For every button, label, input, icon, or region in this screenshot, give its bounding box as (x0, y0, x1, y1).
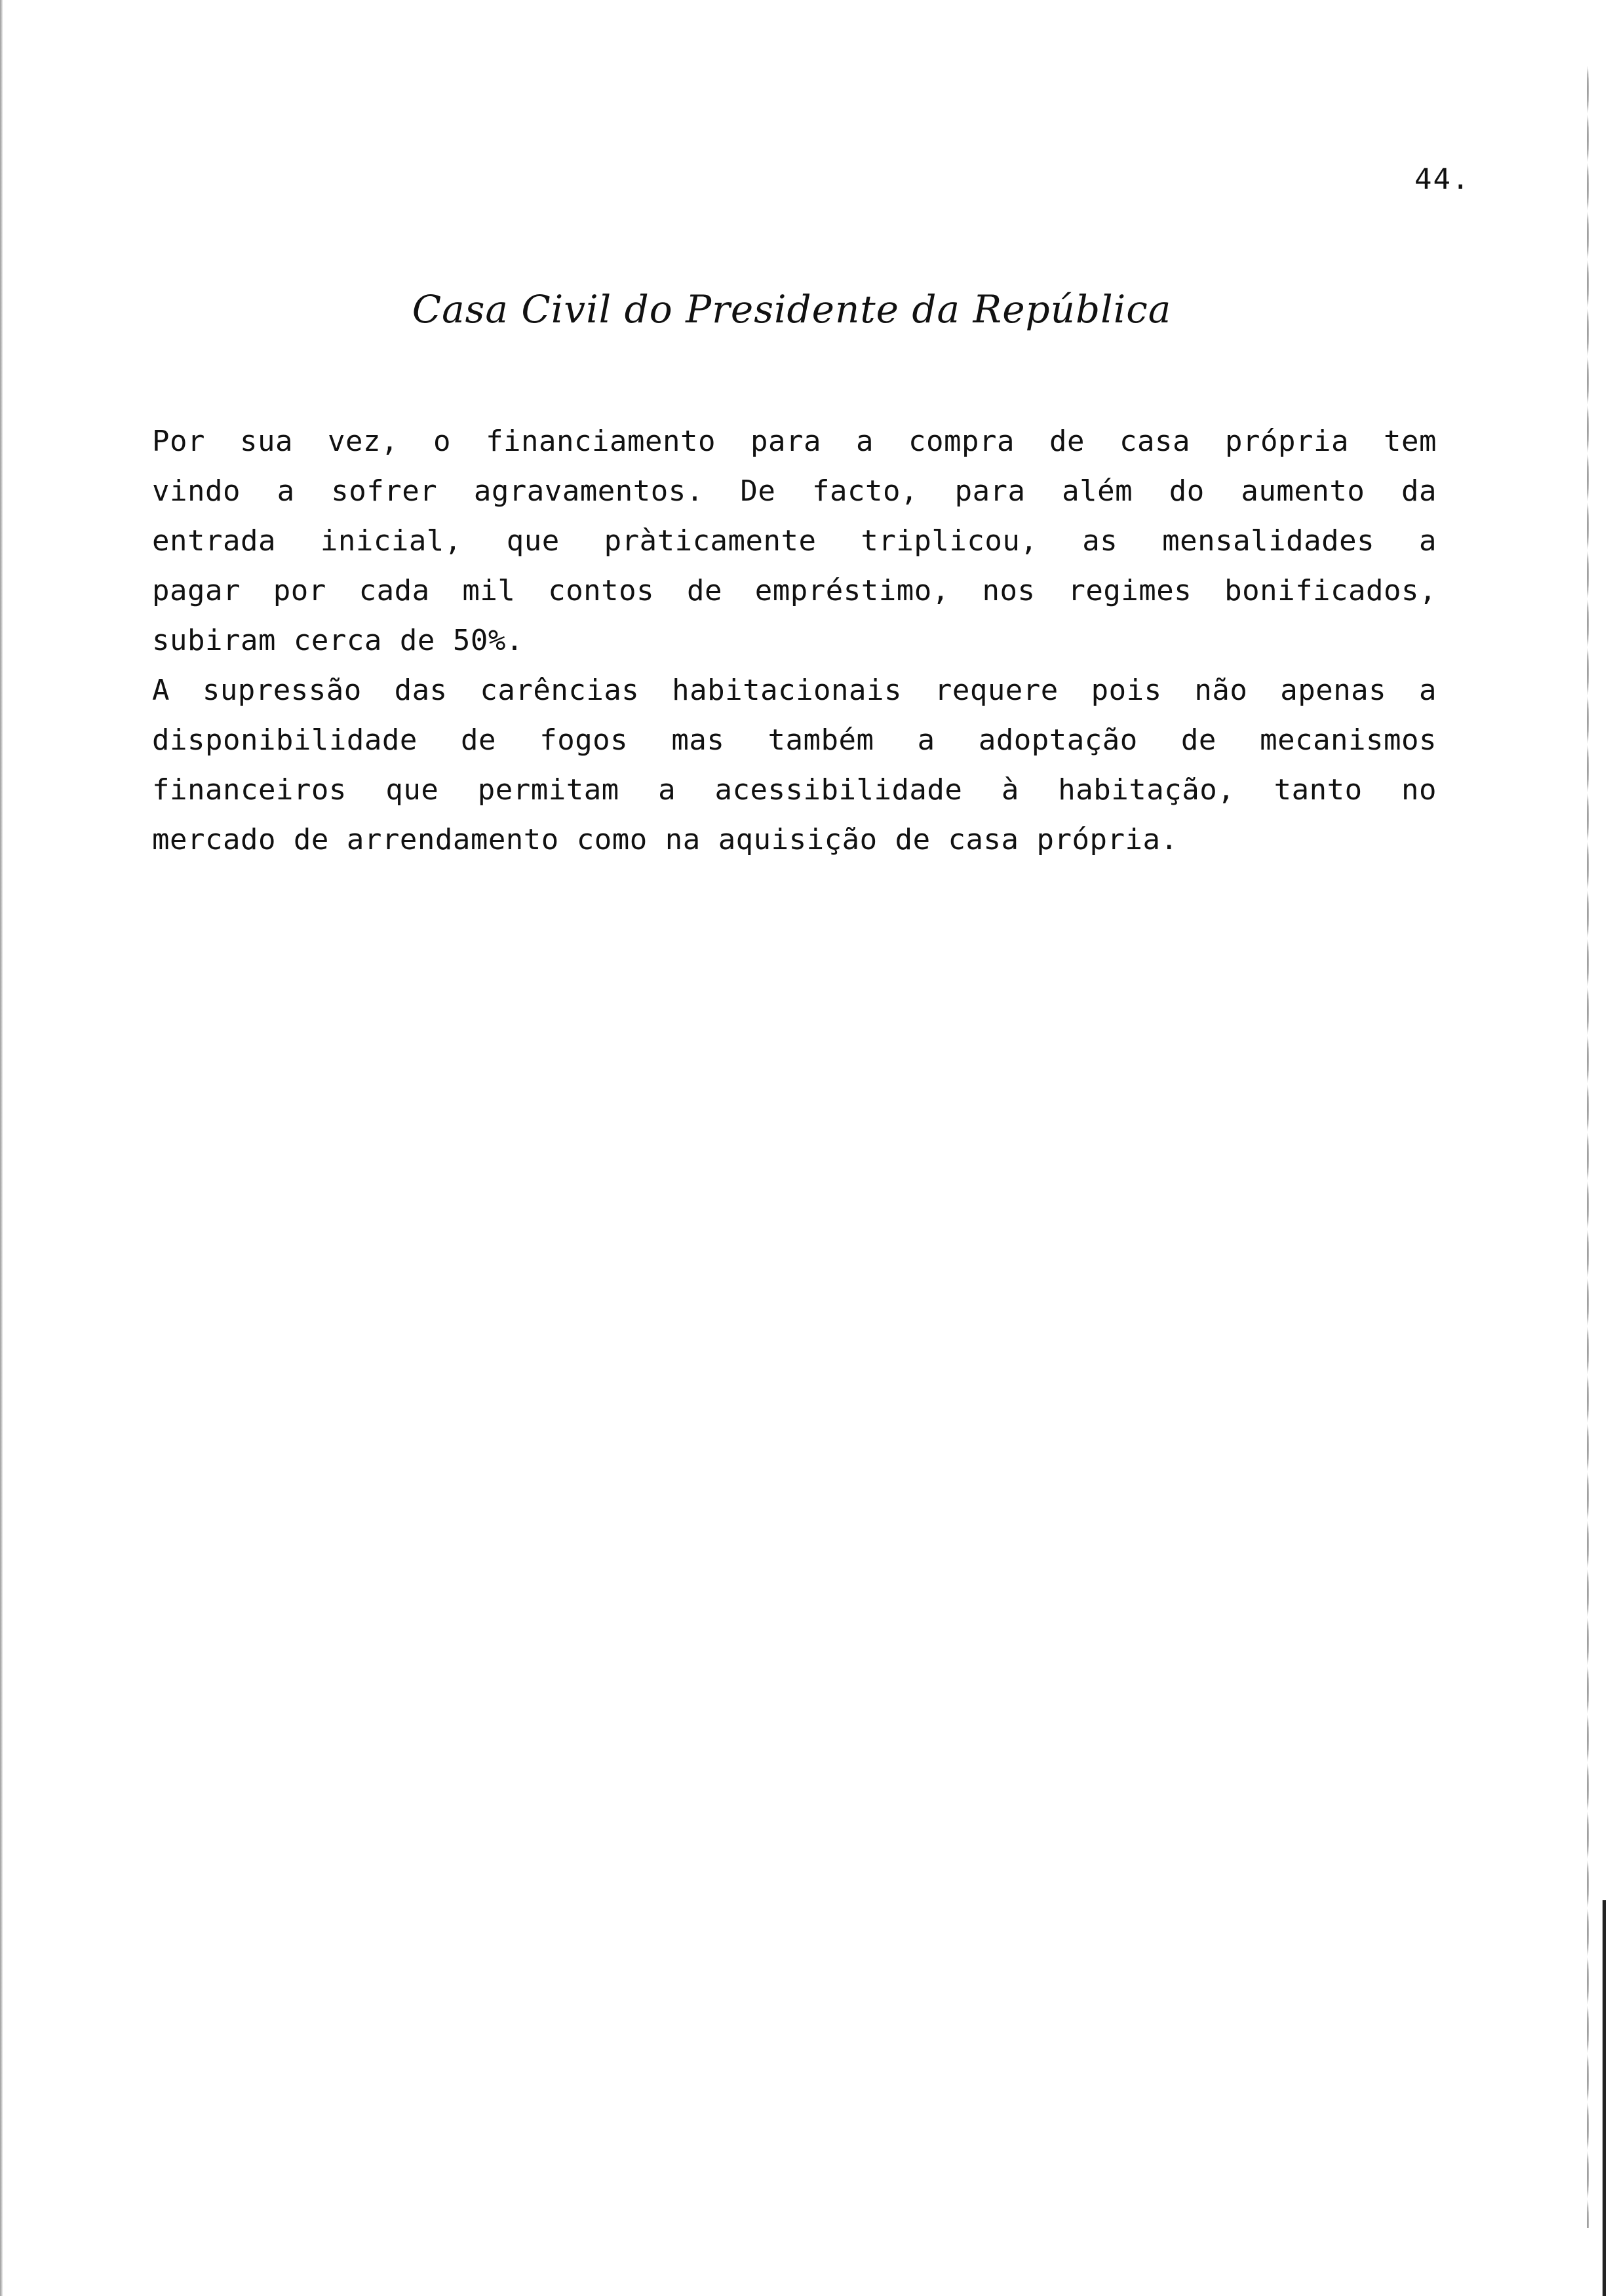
text-line: financeiros que permitam a acessibilidade à habitação, tanto no (152, 773, 1437, 807)
scan-edge-left (0, 0, 3, 2296)
paragraph-2 (152, 666, 1437, 865)
text-line: pagar por cada mil contos de empréstimo, nos regimes bonificados, (152, 574, 1437, 607)
scan-artifact-dots (1587, 66, 1589, 2228)
text-line: disponibilidade de fogos mas também a adoptação de mecanismos (152, 723, 1437, 757)
letterhead (412, 275, 1172, 344)
paragraph-1 (152, 417, 1437, 666)
text-line: entrada inicial, que pràticamente triplicou, as mensalidades a (152, 524, 1437, 558)
text-line: mercado de arrendamento como na aquisição de casa própria. (152, 823, 1178, 856)
scan-edge-right (1603, 1900, 1606, 2296)
text-line: vindo a sofrer agravamentos. De facto, para além do aumento da (152, 474, 1437, 508)
body-text (152, 417, 1437, 865)
letterhead-title: Casa Civil do Presidente da República (412, 287, 1172, 332)
page-number: 44. (1414, 163, 1471, 196)
text-line: Por sua vez, o financiamento para a compra de casa própria tem (152, 425, 1437, 458)
text-line: A supressão das carências habitacionais requere pois não apenas a (152, 674, 1437, 707)
text-line: subiram cerca de 50%. (152, 624, 524, 657)
